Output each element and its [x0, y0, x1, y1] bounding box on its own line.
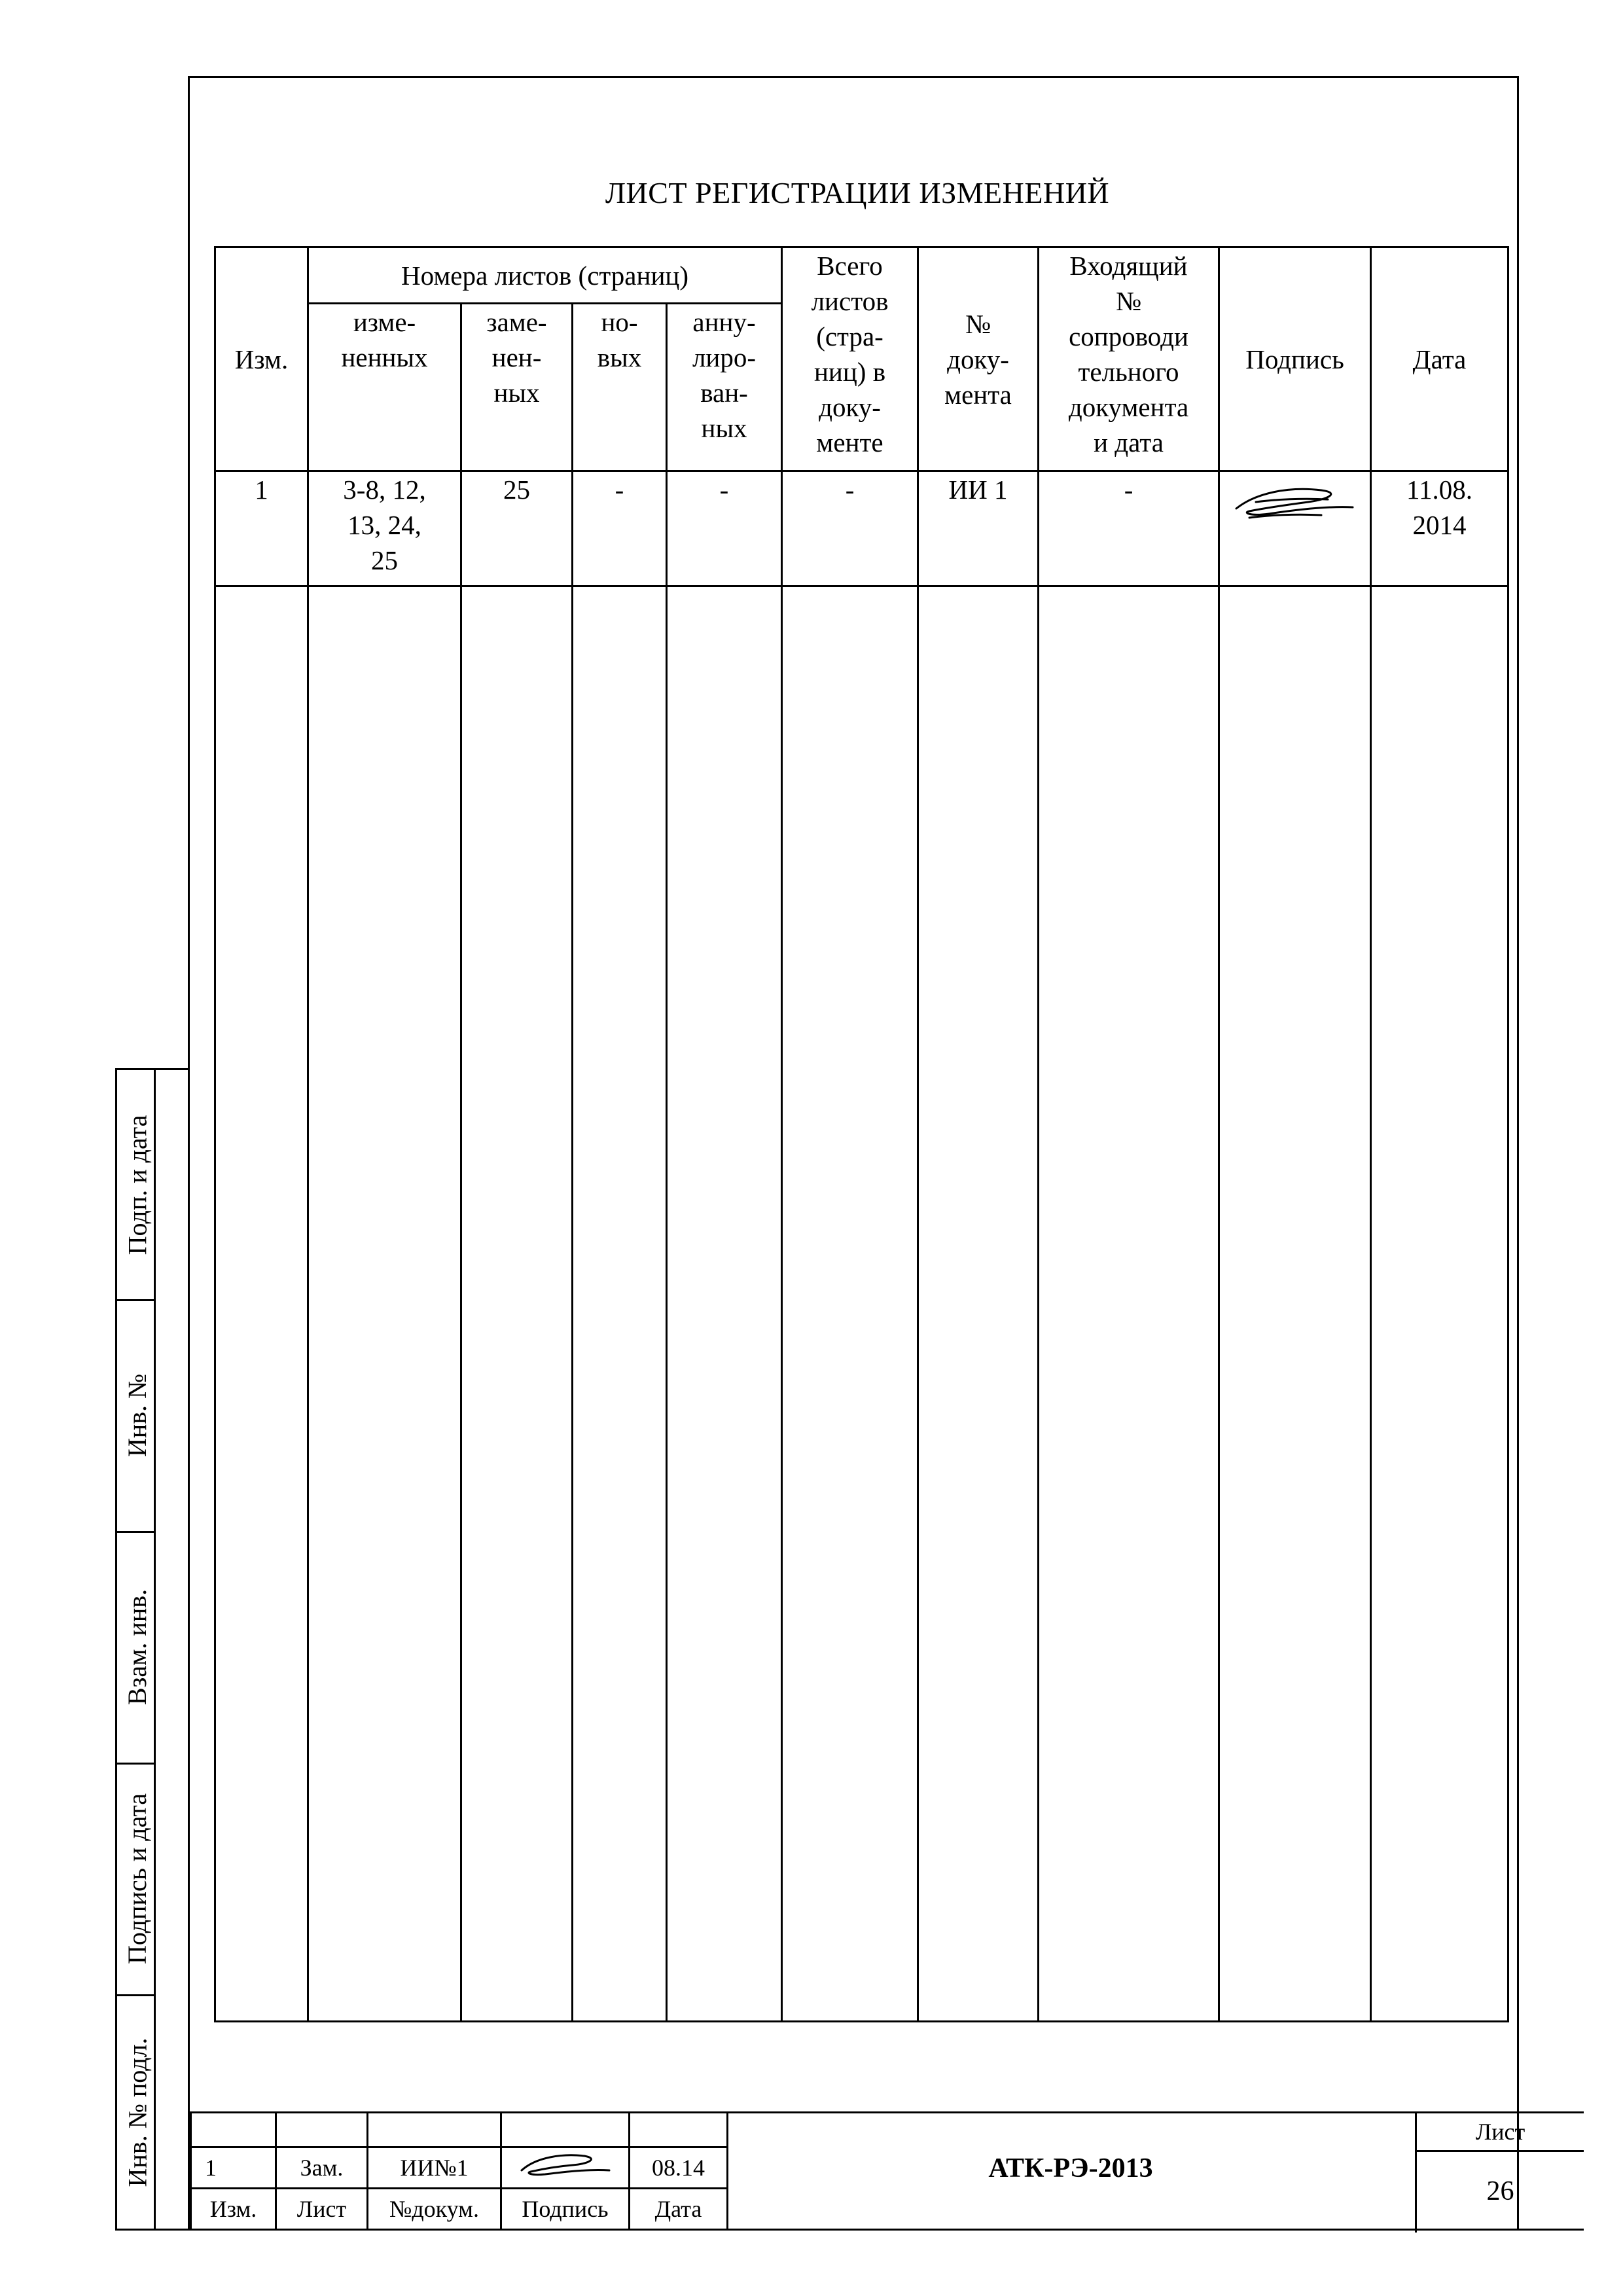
- tb-signature: [501, 2147, 630, 2188]
- cell-date: 11.08. 2014: [1371, 471, 1508, 586]
- cell-changed: 3-8, 12, 13, 24, 25: [308, 471, 461, 586]
- table-row-empty: [215, 586, 1508, 2022]
- cell-izm: 1: [215, 471, 308, 586]
- side-label-orig-inv-no: Инв. № подл.: [122, 2037, 152, 2187]
- header-signature: Подпись: [1219, 247, 1371, 471]
- side-label-signature-date: Подпись и дата: [122, 1793, 152, 1964]
- tb-doc-value: ИИ№1: [368, 2147, 501, 2188]
- tb-caption-date: Дата: [630, 2188, 728, 2229]
- header-doc-number: № доку- мента: [918, 247, 1039, 471]
- handwritten-signature-small: [516, 2149, 615, 2181]
- table-row: [215, 471, 1508, 586]
- header-replaced: заме- нен- ных: [461, 304, 573, 471]
- tb-caption-izm: Изм.: [191, 2188, 276, 2229]
- title-block-revisions: [190, 2111, 728, 2231]
- document-code: АТК-РЭ-2013: [988, 2153, 1153, 2183]
- tb-list-value: Зам.: [276, 2147, 368, 2188]
- side-label-replace-inv: Взам. инв.: [122, 1588, 152, 1705]
- header-new: но- вых: [573, 304, 667, 471]
- cell-new: -: [573, 471, 667, 586]
- header-changed: изме- ненных: [308, 304, 461, 471]
- tb-caption-list: Лист: [276, 2188, 368, 2229]
- cell-replaced: 25: [461, 471, 573, 586]
- header-annulled: анну- лиро- ван- ных: [667, 304, 782, 471]
- cell-annulled: -: [667, 471, 782, 586]
- tb-caption-sign: Подпись: [501, 2188, 630, 2229]
- sheet-number-box: [1415, 2113, 1584, 2233]
- header-total-sheets: Всего листов (стра- ниц) в доку- менте: [782, 247, 918, 471]
- cell-doc-number: ИИ 1: [918, 471, 1039, 586]
- header-izm: Изм.: [215, 247, 308, 471]
- cell-signature: [1219, 471, 1371, 586]
- change-registration-table: [214, 246, 1509, 2022]
- title-block-main: [726, 2111, 1584, 2231]
- header-incoming-doc: Входящий № сопроводи тельного документа и дата: [1039, 247, 1219, 471]
- handwritten-signature: [1230, 480, 1361, 526]
- cell-incoming: -: [1039, 471, 1219, 586]
- header-sheet-numbers: Номера листов (страниц): [308, 247, 782, 304]
- side-stamp-strip: [115, 1068, 190, 2231]
- cell-total: -: [782, 471, 918, 586]
- document-title: ЛИСТ РЕГИСТРАЦИИ ИЗМЕНЕНИЙ: [605, 176, 1110, 209]
- side-label-sign-date: Подп. и дата: [122, 1115, 152, 1255]
- tb-date-value: 08.14: [630, 2147, 728, 2188]
- tb-izm-value: 1: [191, 2147, 276, 2188]
- sheet-number: 26: [1486, 2176, 1514, 2206]
- title-block: [190, 2111, 1525, 2231]
- side-label-inv-no: Инв. №: [122, 1373, 152, 1457]
- header-date: Дата: [1371, 247, 1508, 471]
- tb-caption-doc: №докум.: [368, 2188, 501, 2229]
- sheet-label: Лист: [1417, 2113, 1584, 2152]
